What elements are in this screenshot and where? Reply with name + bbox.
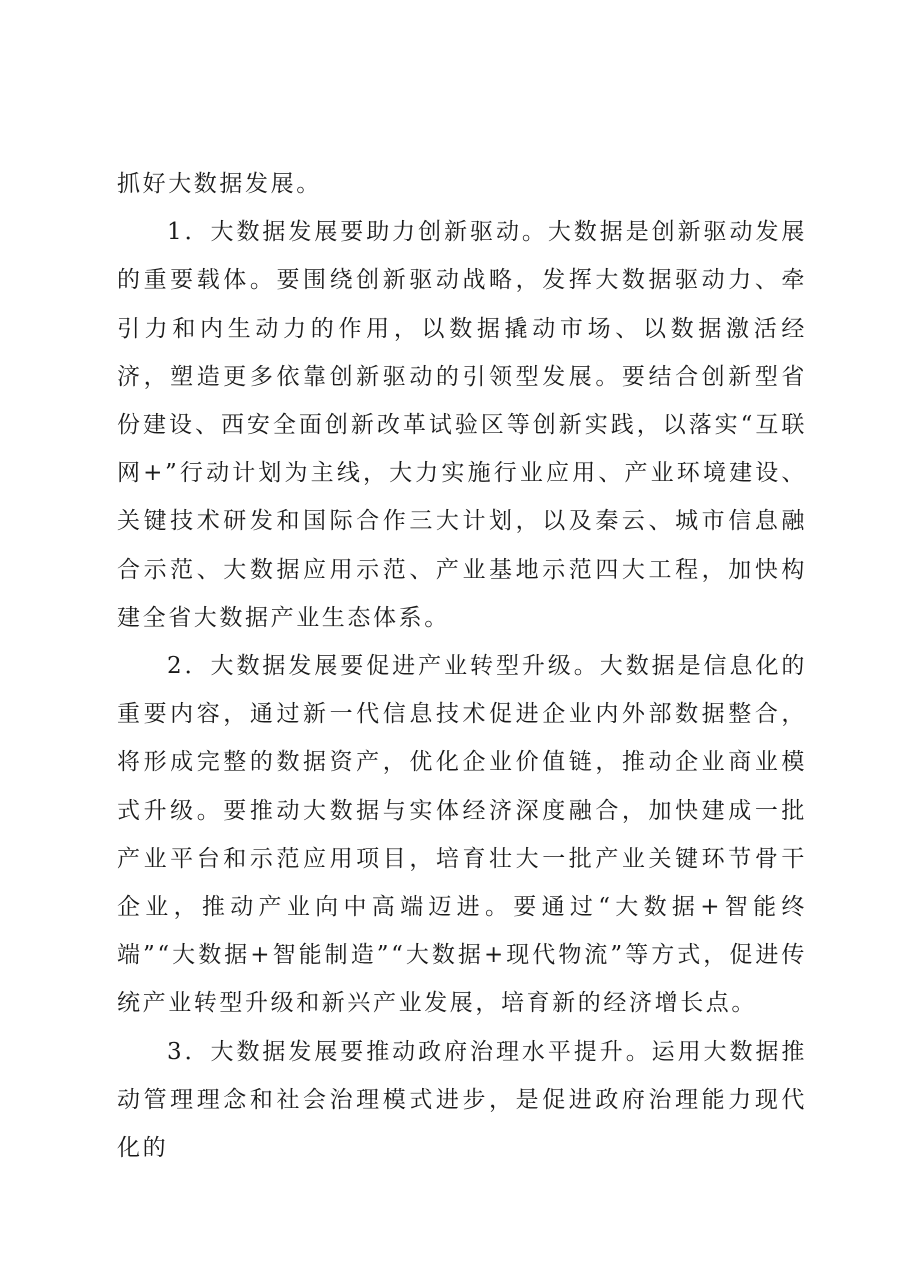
paragraph-innovation-driven: 1．大数据发展要助力创新驱动。大数据是创新驱动发展的重要载体。要围绕创新驱动战略，发挥大数据驱动力、牵引力和内生动力的作用，以数据撬动市场、以数据激活经济，塑造更多依靠创新驱动的引领型发展。要结合创新型省份建设、西安全面创新改革试验区等创新实践，以落实“互联网+”行动计划为主线，大力实施行业应用、产业环境建设、关键技术研发和国际合作三大计划，以及秦云、城市信息融合示范、大数据应用示范、产业基地示范四大工程，加快构建全省大数据产业生态体系。 bbox=[117, 219, 807, 631]
paragraph-industry-upgrade: 2．大数据发展要促进产业转型升级。大数据是信息化的重要内容，通过新一代信息技术促进企业内外部数据整合，将形成完整的数据资产，优化企业价值链，推动企业商业模式升级。要推动大数据与实体经济深度融合，加快建成一批产业平台和示范应用项目，培育壮大一批产业关键环节骨干企业，推动产业向中高端迈进。要通过“大数据+智能终端”“大数据+智能制造”“大数据+现代物流”等方式，促进传统产业转型升级和新兴产业发展，培育新的经济增长点。 bbox=[117, 653, 807, 1017]
paragraph-government-governance: 3．大数据发展要推动政府治理水平提升。运用大数据推动管理理念和社会治理模式进步，是促进政府治理能力现代化的 bbox=[117, 1038, 807, 1162]
paragraph-continuation: 抓好大数据发展。 bbox=[117, 171, 322, 197]
document-body bbox=[117, 160, 807, 1172]
